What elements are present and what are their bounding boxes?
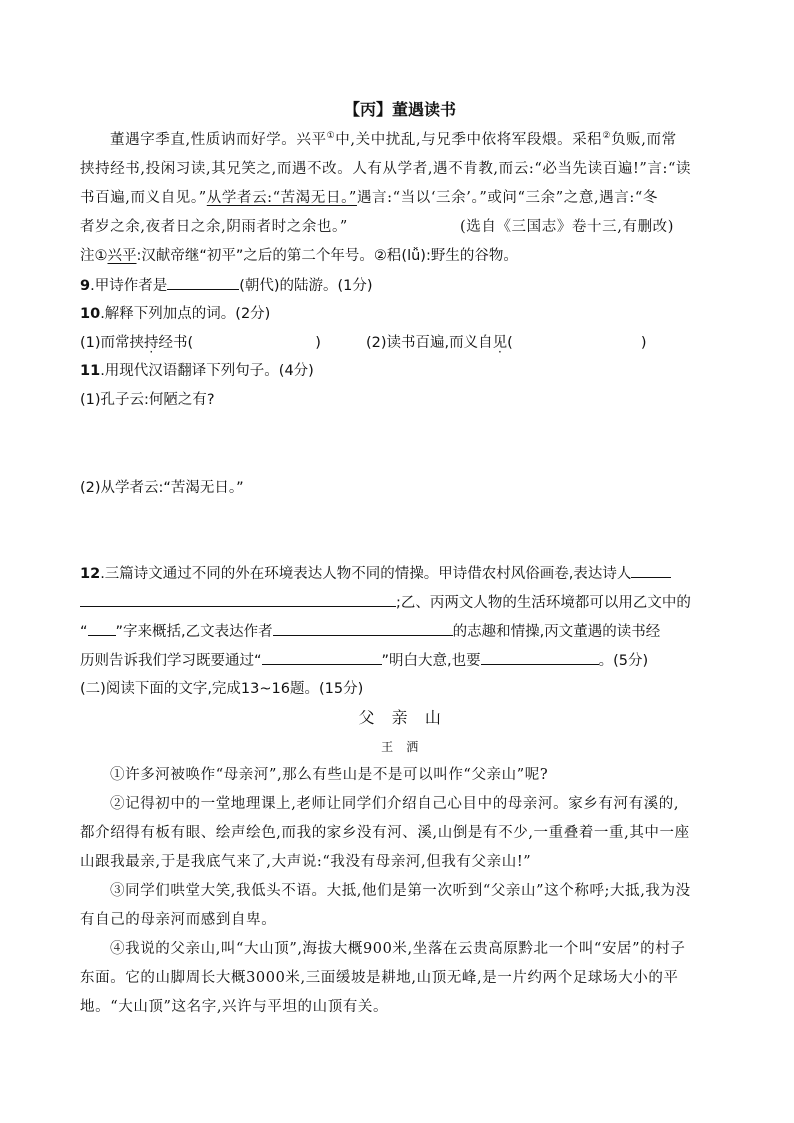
essay-paragraph-4: ④我说的父亲山,叫“大山顶”,海拔大概900米,坐落在云贵高原黔北一个叫“安居”的村子 <box>110 941 686 957</box>
essay-paragraph-2: 都介绍得有板有眼、绘声绘色,而我的家乡没有河、溪,山倒是有不少,一重叠着一重,其中一座 <box>80 825 690 841</box>
essay-paragraph-4: 东面。它的山脚周长大概3000米,三面缓坡是耕地,山顶无峰,是一片约两个足球场大小的平 <box>80 970 679 986</box>
essay-paragraph-4: 地。“大山顶”这名字,兴许与平坦的山顶有关。 <box>80 999 389 1015</box>
part-2-header: (二)阅读下面的文字,完成13~16题。(15分) <box>80 681 364 697</box>
answer-blank[interactable] <box>631 563 671 578</box>
underlined-sentence: 从学者云:“苦渴无日。” <box>206 190 357 206</box>
passage-line: 者岁之余,夜者日之余,阴雨者时之余也。” (选自《三国志》卷十三,有删改) <box>80 219 675 235</box>
source-citation: (选自《三国志》卷十三,有删改) <box>460 219 675 235</box>
answer-blank[interactable] <box>80 592 396 607</box>
question-12-line: 12.三篇诗文通过不同的外在环境表达人物不同的情操。甲诗借农村风俗画卷,表达诗人 <box>80 563 720 584</box>
question-11-item-2: (2)从学者云:“苦渴无日。” <box>80 480 244 496</box>
dotted-word: 见 <box>492 335 508 351</box>
essay-paragraph-1: ①许多河被唤作“母亲河”,那么有些山是不是可以叫作“父亲山”呢? <box>110 767 549 783</box>
passage-line: 董遇字季直,性质讷而好学。兴平①中,关中扰乱,与兄季中依将军段煨。采稆②负贩,而常 <box>110 131 677 148</box>
footnote-line: 注①兴平:汉献帝继“初平”之后的第二个年号。②稆(lǚ):野生的谷物。 <box>80 248 518 264</box>
essay-paragraph-2: 山跟我最亲,于是我底气来了,大声说:“我没有母亲河,但我有父亲山!” <box>80 854 532 870</box>
question-9: 9.甲诗作者是 (朝代)的陆游。(1分) <box>80 275 720 296</box>
footnote-term: 兴平 <box>107 248 137 264</box>
answer-blank[interactable] <box>273 621 453 636</box>
question-10: 10.解释下列加点的词。(2分) <box>80 306 271 322</box>
dotted-word: 持 <box>144 335 159 351</box>
answer-blank[interactable] <box>88 621 116 636</box>
passage-line: 书百遍,而义自见。”从学者云:“苦渴无日。”遇言:“当以‘三余’。”或问“三余”之意,遇言:“冬 <box>80 190 658 206</box>
essay-author: 王 洒 <box>381 740 419 754</box>
question-10-items: (1)而常挟持经书( ) (2)读书百遍,而义自见( ) <box>80 335 647 351</box>
question-11-item-1: (1)孔子云:何陋之有? <box>80 392 215 408</box>
footnote-marker: ① <box>326 131 336 142</box>
footnote-marker: ② <box>602 131 612 142</box>
essay-title: 父 亲 山 <box>358 708 442 727</box>
section-title: 【丙】董遇读书 <box>343 100 456 119</box>
answer-blank[interactable] <box>262 650 382 665</box>
question-12-line: 历则告诉我们学习既要通过“ ”明白大意,也要 。(5分) <box>80 650 720 671</box>
question-12-line: “ ”字来概括,乙文表达作者 的志趣和情操,丙文董遇的读书经 <box>80 621 720 642</box>
answer-blank[interactable] <box>481 650 599 665</box>
question-12-line: ;乙、丙两文人物的生活环境都可以用乙文中的 <box>80 592 720 613</box>
essay-paragraph-2: ②记得初中的一堂地理课上,老师让同学们介绍自己心目中的母亲河。家乡有河有溪的, <box>110 796 680 812</box>
question-11: 11.用现代汉语翻译下列句子。(4分) <box>80 363 314 379</box>
passage-line: 挟持经书,投闲习读,其兄笑之,而遇不改。人有从学者,遇不肯教,而云:“必当先读百遍!”言:“读 <box>80 161 692 177</box>
essay-paragraph-3: ③同学们哄堂大笑,我低头不语。大抵,他们是第一次听到“父亲山”这个称呼;大抵,我为没 <box>110 883 691 899</box>
answer-blank[interactable] <box>167 275 239 290</box>
essay-paragraph-3: 有自己的母亲河而感到自卑。 <box>80 912 277 928</box>
